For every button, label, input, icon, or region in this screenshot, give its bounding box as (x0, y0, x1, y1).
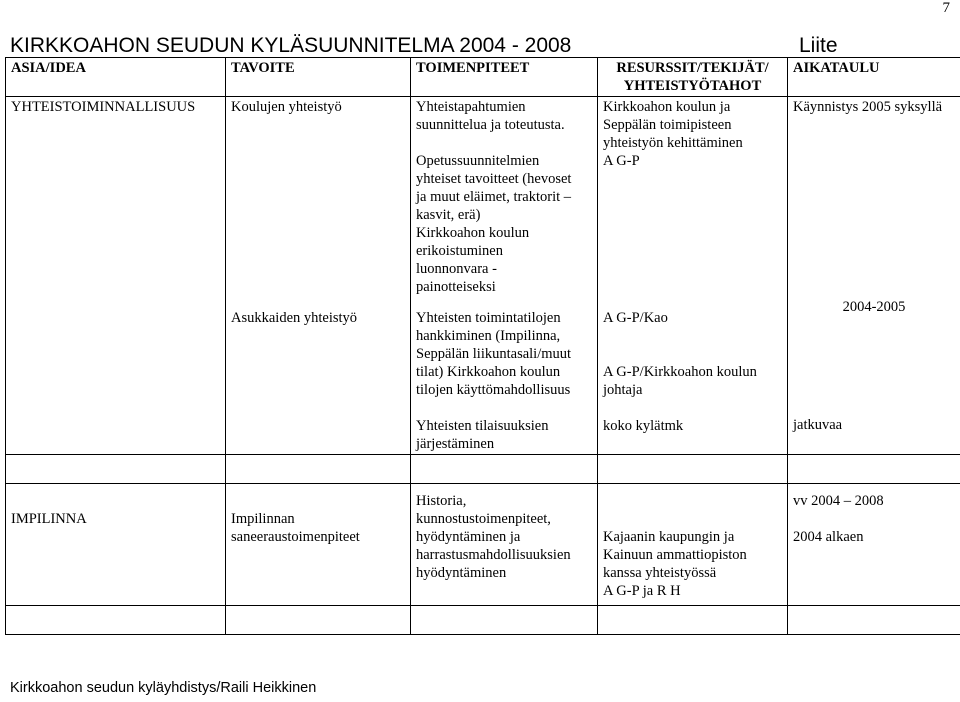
table-row (6, 297, 960, 455)
row2-toimenpiteet: Yhteisten toimintatilojen hankkiminen (Impilinna, Seppälän liikuntasali/muut tilat) Kirkkoahon koulun tilojen käyttömahdollisuus Yhteisten tilaisuuksien järjestäminen (411, 297, 598, 455)
table-row (6, 97, 960, 298)
attachment-label: Liite (799, 34, 838, 57)
header-tavoite: TAVOITE (226, 58, 411, 97)
row1-tavoite: Koulujen yhteistyö (226, 97, 411, 298)
document-title: KIRKKOAHON SEUDUN KYLÄSUUNNITELMA 2004 - 2008 (10, 34, 572, 57)
row3-tavoite: Impilinnan saneeraustoimenpiteet (226, 484, 411, 606)
plan-table (5, 57, 960, 635)
header-toimenpiteet: TOIMENPITEET (411, 58, 598, 97)
row1-toimenpiteet: Yhteistapahtumien suunnittelua ja toteutusta. Opetussuunnitelmien yhteiset tavoitteet (hevoset ja muut eläimet, traktorit – kasvit, erä) Kirkkoahon koulun erikoistuminen luonnonvara - painotteiseksi (411, 97, 598, 298)
header-asia: ASIA/IDEA (6, 58, 226, 97)
row1-resurssit: Kirkkoahon koulun ja Seppälän toimipisteen yhteistyön kehittäminen A G-P (598, 97, 788, 298)
row3-aikataulu: vv 2004 – 2008 2004 alkaen (788, 484, 960, 606)
row1-aikataulu: Käynnistys 2005 syksyllä (788, 97, 960, 298)
title-row (10, 34, 950, 58)
header-row (6, 58, 960, 97)
footer-author: Kirkkoahon seudun kyläyhdistys/Raili Heikkinen (10, 680, 317, 696)
row3-toimenpiteet: Historia, kunnostustoimenpiteet, hyödyntäminen ja harrastusmahdollisuuksien hyödyntäminen (411, 484, 598, 606)
row3-asia: IMPILINNA (6, 484, 226, 606)
row2-aikataulu: 2004-2005 jatkuvaa (788, 297, 960, 455)
header-aikataulu: AIKATAULU (788, 58, 960, 97)
row2-tavoite: Asukkaiden yhteistyö (226, 297, 411, 455)
row3-resurssit: Kajaanin kaupungin ja Kainuun ammattiopiston kanssa yhteistyössä A G-P ja R H (598, 484, 788, 606)
row1-asia: YHTEISTOIMINNALLISUUS (6, 97, 226, 298)
header-resurssit: RESURSSIT/TEKIJÄT/ YHTEISTYÖTAHOT (598, 58, 788, 97)
row2-asia (6, 297, 226, 455)
page-number: 7 (942, 0, 950, 16)
table-row (6, 484, 960, 606)
row2-resurssit: A G-P/Kao A G-P/Kirkkoahon koulun johtaja koko kylätmk (598, 297, 788, 455)
